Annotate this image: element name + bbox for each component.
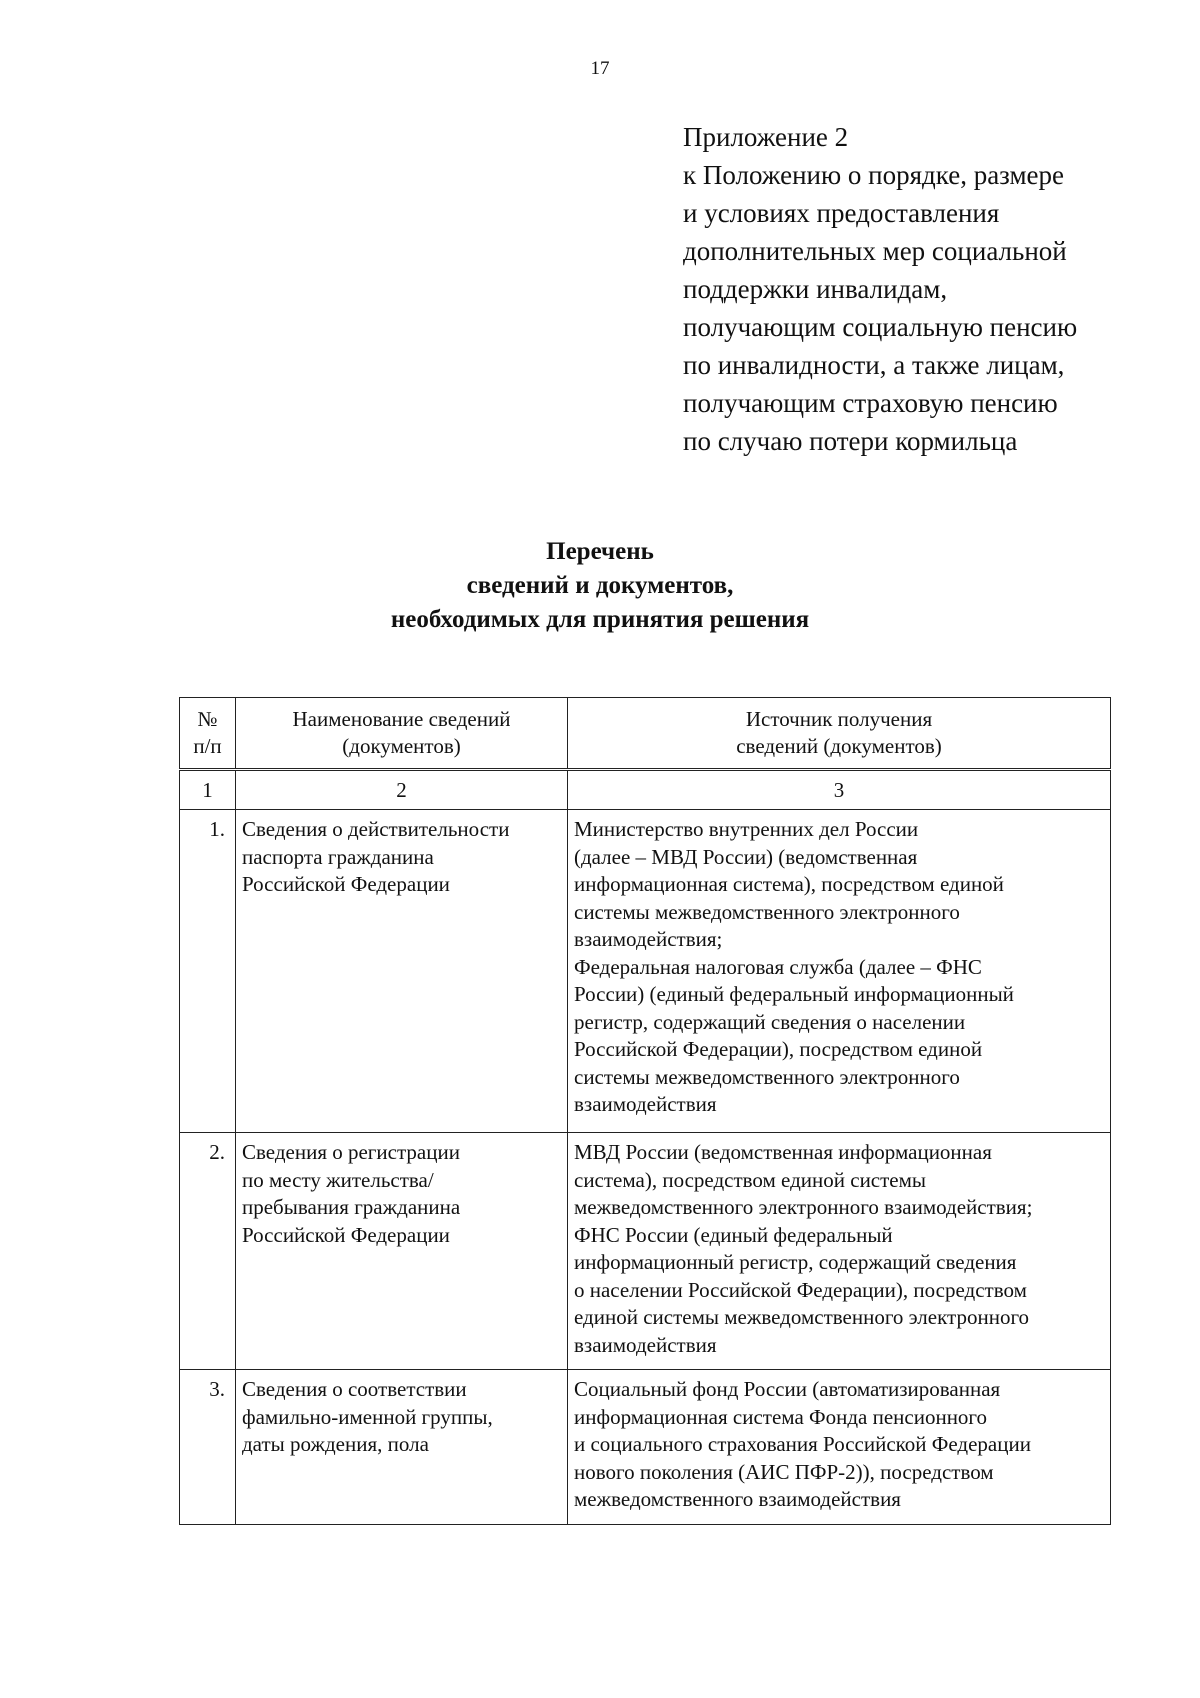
row-source-cell	[568, 1370, 1111, 1525]
cell-line: и социального страхования Российской Федерации	[574, 1432, 1031, 1456]
table-row	[180, 1370, 1111, 1525]
cell-line: межведомственного взаимодействия	[574, 1487, 901, 1511]
appendix-note	[683, 118, 1163, 460]
cell-line: регистр, содержащий сведения о населении	[574, 1009, 966, 1034]
cell-line: системы межведомственного электронного	[574, 899, 960, 924]
cell-line: Российской Федерации	[242, 1222, 450, 1247]
row-number: 1.	[180, 810, 236, 1133]
header-text: Наименование сведений	[292, 706, 511, 731]
cell-line: информационная система Фонда пенсионного	[574, 1404, 988, 1429]
row-name-cell	[236, 1133, 568, 1370]
cell-line: о населении Российской Федерации), посредством	[574, 1277, 1027, 1302]
row-source-cell	[568, 1133, 1111, 1370]
cell-line: Сведения о действительности	[242, 817, 510, 841]
column-number: 1	[180, 770, 236, 810]
header-text: сведений (документов)	[736, 734, 942, 758]
cell-line: система), посредством единой системы	[574, 1167, 927, 1192]
cell-line: Федеральная налоговая служба (далее – ФНС	[574, 954, 982, 979]
row-name-cell	[236, 1370, 568, 1525]
cell-line: нового поколения (АИС ПФР-2)), посредством	[574, 1459, 994, 1484]
title-line: сведений и документов,	[466, 572, 734, 599]
header-text: (документов)	[342, 734, 461, 758]
row-number: 3.	[180, 1370, 236, 1525]
column-number-row	[180, 770, 1111, 810]
cell-line: даты рождения, пола	[242, 1432, 429, 1456]
header-text: п/п	[193, 734, 222, 758]
appendix-line: Приложение 2	[683, 122, 849, 152]
cell-line: информационный регистр, содержащий сведения	[574, 1250, 1017, 1274]
cell-line: ФНС России (единый федеральный	[574, 1222, 893, 1247]
cell-line: Российской Федерации	[242, 872, 450, 896]
header-text: №	[197, 706, 218, 731]
cell-line: межведомственного электронного взаимодействия;	[574, 1195, 1033, 1219]
header-cell-source	[568, 698, 1111, 770]
cell-line: пребывания гражданина	[242, 1195, 461, 1219]
cell-line: взаимодействия	[574, 1092, 717, 1116]
cell-line: МВД России (ведомственная информационная	[574, 1140, 992, 1164]
table-row	[180, 810, 1111, 1133]
cell-line: взаимодействия	[574, 1332, 717, 1357]
row-source-cell	[568, 810, 1111, 1133]
appendix-line: по инвалидности, а также лицам,	[683, 350, 1065, 380]
header-cell-number	[180, 698, 236, 770]
cell-line: информационная система), посредством единой	[574, 872, 1004, 896]
appendix-line: к Положению о порядке, размере	[683, 160, 1065, 190]
appendix-line: получающим социальную пенсию	[683, 312, 1078, 342]
documents-table	[179, 697, 1111, 1525]
title-line: Перечень	[546, 538, 654, 565]
document-title	[0, 535, 1200, 637]
cell-line: взаимодействия;	[574, 927, 723, 951]
cell-line: Министерство внутренних дел России	[574, 817, 919, 841]
table-row	[180, 1133, 1111, 1370]
row-number: 2.	[180, 1133, 236, 1370]
header-cell-name	[236, 698, 568, 770]
appendix-line: дополнительных мер социальной	[683, 236, 1067, 266]
cell-line: Российской Федерации), посредством единой	[574, 1037, 983, 1061]
appendix-line: по случаю потери кормильца	[683, 426, 1018, 456]
cell-line: фамильно-именной группы,	[242, 1404, 493, 1429]
cell-line: России) (единый федеральный информационный	[574, 982, 1014, 1006]
cell-line: паспорта гражданина	[242, 844, 434, 869]
table-header-row	[180, 698, 1111, 770]
title-line: необходимых для принятия решения	[390, 606, 810, 633]
column-number: 3	[568, 770, 1111, 810]
cell-line: системы межведомственного электронного	[574, 1064, 960, 1089]
cell-line: Сведения о соответствии	[242, 1377, 467, 1401]
page-number: 17	[590, 58, 610, 79]
cell-line: Сведения о регистрации	[242, 1140, 460, 1164]
appendix-line: поддержки инвалидам,	[683, 274, 948, 304]
column-number: 2	[236, 770, 568, 810]
row-name-cell	[236, 810, 568, 1133]
appendix-line: получающим страховую пенсию	[683, 388, 1058, 418]
cell-line: единой системы межведомственного электронного	[574, 1305, 1030, 1329]
appendix-line: и условиях предоставления	[683, 198, 1000, 228]
header-text: Источник получения	[745, 706, 933, 731]
cell-line: по месту жительства/	[242, 1167, 434, 1192]
cell-line: Социальный фонд России (автоматизированная	[574, 1377, 1001, 1401]
cell-line: (далее – МВД России) (ведомственная	[574, 844, 918, 869]
